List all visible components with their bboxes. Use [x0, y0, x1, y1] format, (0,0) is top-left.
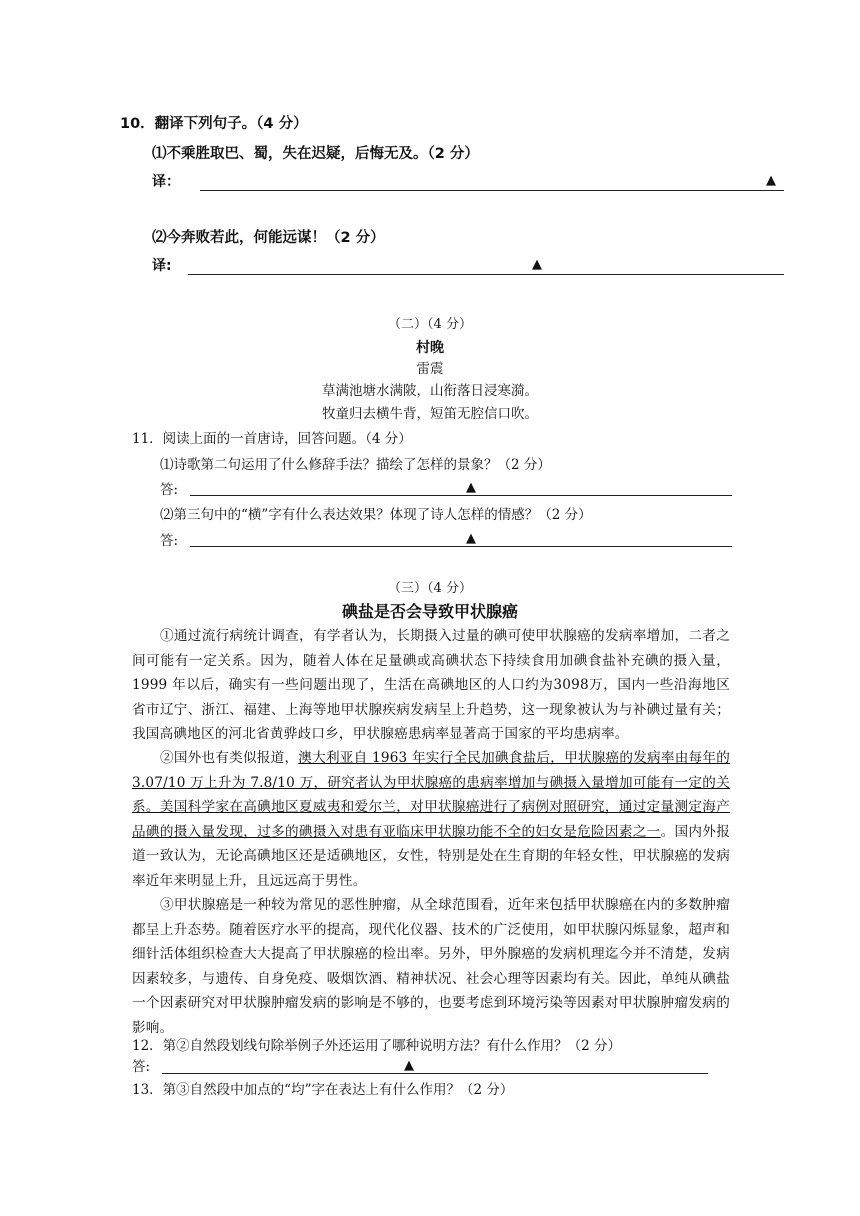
poem-line-2: 牧童归去横牛背，短笛无腔信口吹。: [322, 406, 538, 422]
q11-answer1-label: 答:: [160, 482, 179, 498]
q10-answer1[interactable]: [152, 172, 784, 192]
q12-answer-label: 答:: [132, 1059, 151, 1075]
article-title: 碘盐是否会导致甲状腺癌: [341, 602, 518, 621]
section3-header: （三）（4 分）: [388, 581, 472, 596]
q11-sub2: ⑵第三句中的“横”字有什么表达效果？体现了诗人怎样的情感？（2 分）: [160, 507, 592, 523]
q11-answer2-line: [190, 546, 732, 547]
poem-author: 雷震: [416, 361, 444, 377]
q12-answer-line: [162, 1073, 708, 1074]
q11-answer2[interactable]: [160, 531, 732, 551]
paragraph-2-underlined: 澳大利亚自 1963 年实行全民加碘食盐后，甲状腺癌的发病率由每年的 3.07/10 万上升为 7.8/10 万，研究者认为甲状腺癌的患病率增加与碘摄入量增加可能有一定的关系。美国科学家在高碘地区夏威夷和爱尔兰，对甲状腺癌进行了病例对照研究，通过定量测定海产品碘的摄入量发现，过多的碘摄入对患有亚临床甲状腺功能不全的妇女是危险因素之一: [132, 750, 730, 840]
q10-title: 10．翻译下列句子。（4 分）: [120, 116, 308, 132]
q11-sub1: ⑴诗歌第二句运用了什么修辞手法？描绘了怎样的景象？（2 分）: [160, 457, 551, 473]
section2-header: （二）（4 分）: [388, 317, 472, 332]
q10-answer2-label: 译:: [152, 258, 172, 274]
article-paragraph-1: ①通过流行病统计调查，有学者认为，长期摄入过量的碘可使甲状腺癌的发病率增加，二者之间可能有一定关系。因为，随着人体在足量碘或高碘状态下持续食用加碘食盐补充碘的摄入量，1999 年以后，确实有一些问题出现了，生活在高碘地区的人口约为3098万，国内一些沿海地区省市辽宁、浙江、福建、上海等地甲状腺疾病发病呈上升趋势，这一现象被认为与补碘过量有关；我国高碘地区的河北省黄骅歧口乡，甲状腺癌患病率显著高于国家的平均患病率。: [132, 628, 730, 742]
q11-answer1[interactable]: [160, 480, 732, 500]
q10-sub2: ⑵今奔败若此，何能远谋！（2 分）: [152, 230, 385, 246]
q10-answer1-marker: ▲: [766, 173, 776, 188]
q11-answer2-marker: ▲: [466, 531, 476, 546]
q10-answer1-label: 译：: [152, 174, 180, 190]
q12-title: 12．第②自然段划线句除举例子外还运用了哪种说明方法？有什么作用？（2 分）: [132, 1038, 622, 1054]
paragraph-2-rest: 。国内外报道一致认为，无论高碘地区还是适碘地区，女性，特别是处在生育期的年轻女性，甲状腺癌的发病率近年来明显上升，且远远高于男性。: [132, 823, 730, 889]
q10-answer1-line: [200, 190, 784, 191]
poem-line-1: 草满池塘水满陂，山衔落日浸寒漪。: [322, 383, 538, 399]
paragraph-2-intro: ②国外也有类似报道，: [160, 750, 299, 766]
q11-answer1-marker: ▲: [466, 480, 476, 495]
q10-sub1: ⑴不乘胜取巴、蜀，失在迟疑，后悔无及。（2 分）: [152, 146, 479, 162]
q12-answer[interactable]: [132, 1057, 708, 1077]
article-paragraph-2: [132, 746, 730, 893]
q10-answer2-line: [188, 274, 784, 275]
q11-answer2-label: 答:: [160, 533, 179, 549]
poem-title: 村晚: [416, 340, 444, 356]
q11-title: 11．阅读上面的一首唐诗，回答问题。（4 分）: [132, 431, 412, 447]
q12-answer-marker: ▲: [404, 1058, 414, 1073]
q11-answer1-line: [190, 495, 732, 496]
article-paragraph-3: ③甲状腺癌是一种较为常见的恶性肿瘤，从全球范围看，近年来包括甲状腺癌在内的多数肿瘤都呈上升态势。随着医疗水平的提高，现代化仪器、技术的广泛使用，如甲状腺闪烁显象，超声和细针活体组织检查大大提高了甲状腺癌的检出率。另外，甲外腺癌的发病机理迄今并不清楚，发病因素较多，与遗传、自身免疫、吸烟饮酒、精神状况、社会心理等因素均有关。因此，单纯从碘盐一个因素研究对甲状腺肿瘤发病的影响是不够的，也要考虑到环境污染等因素对甲状腺肿瘤发病的影响。: [132, 897, 730, 1036]
q13-title: 13．第③自然段中加点的“均”字在表达上有什么作用？（2 分）: [132, 1082, 514, 1098]
q10-answer2[interactable]: [152, 256, 784, 276]
q10-answer2-marker: ▲: [532, 257, 542, 272]
